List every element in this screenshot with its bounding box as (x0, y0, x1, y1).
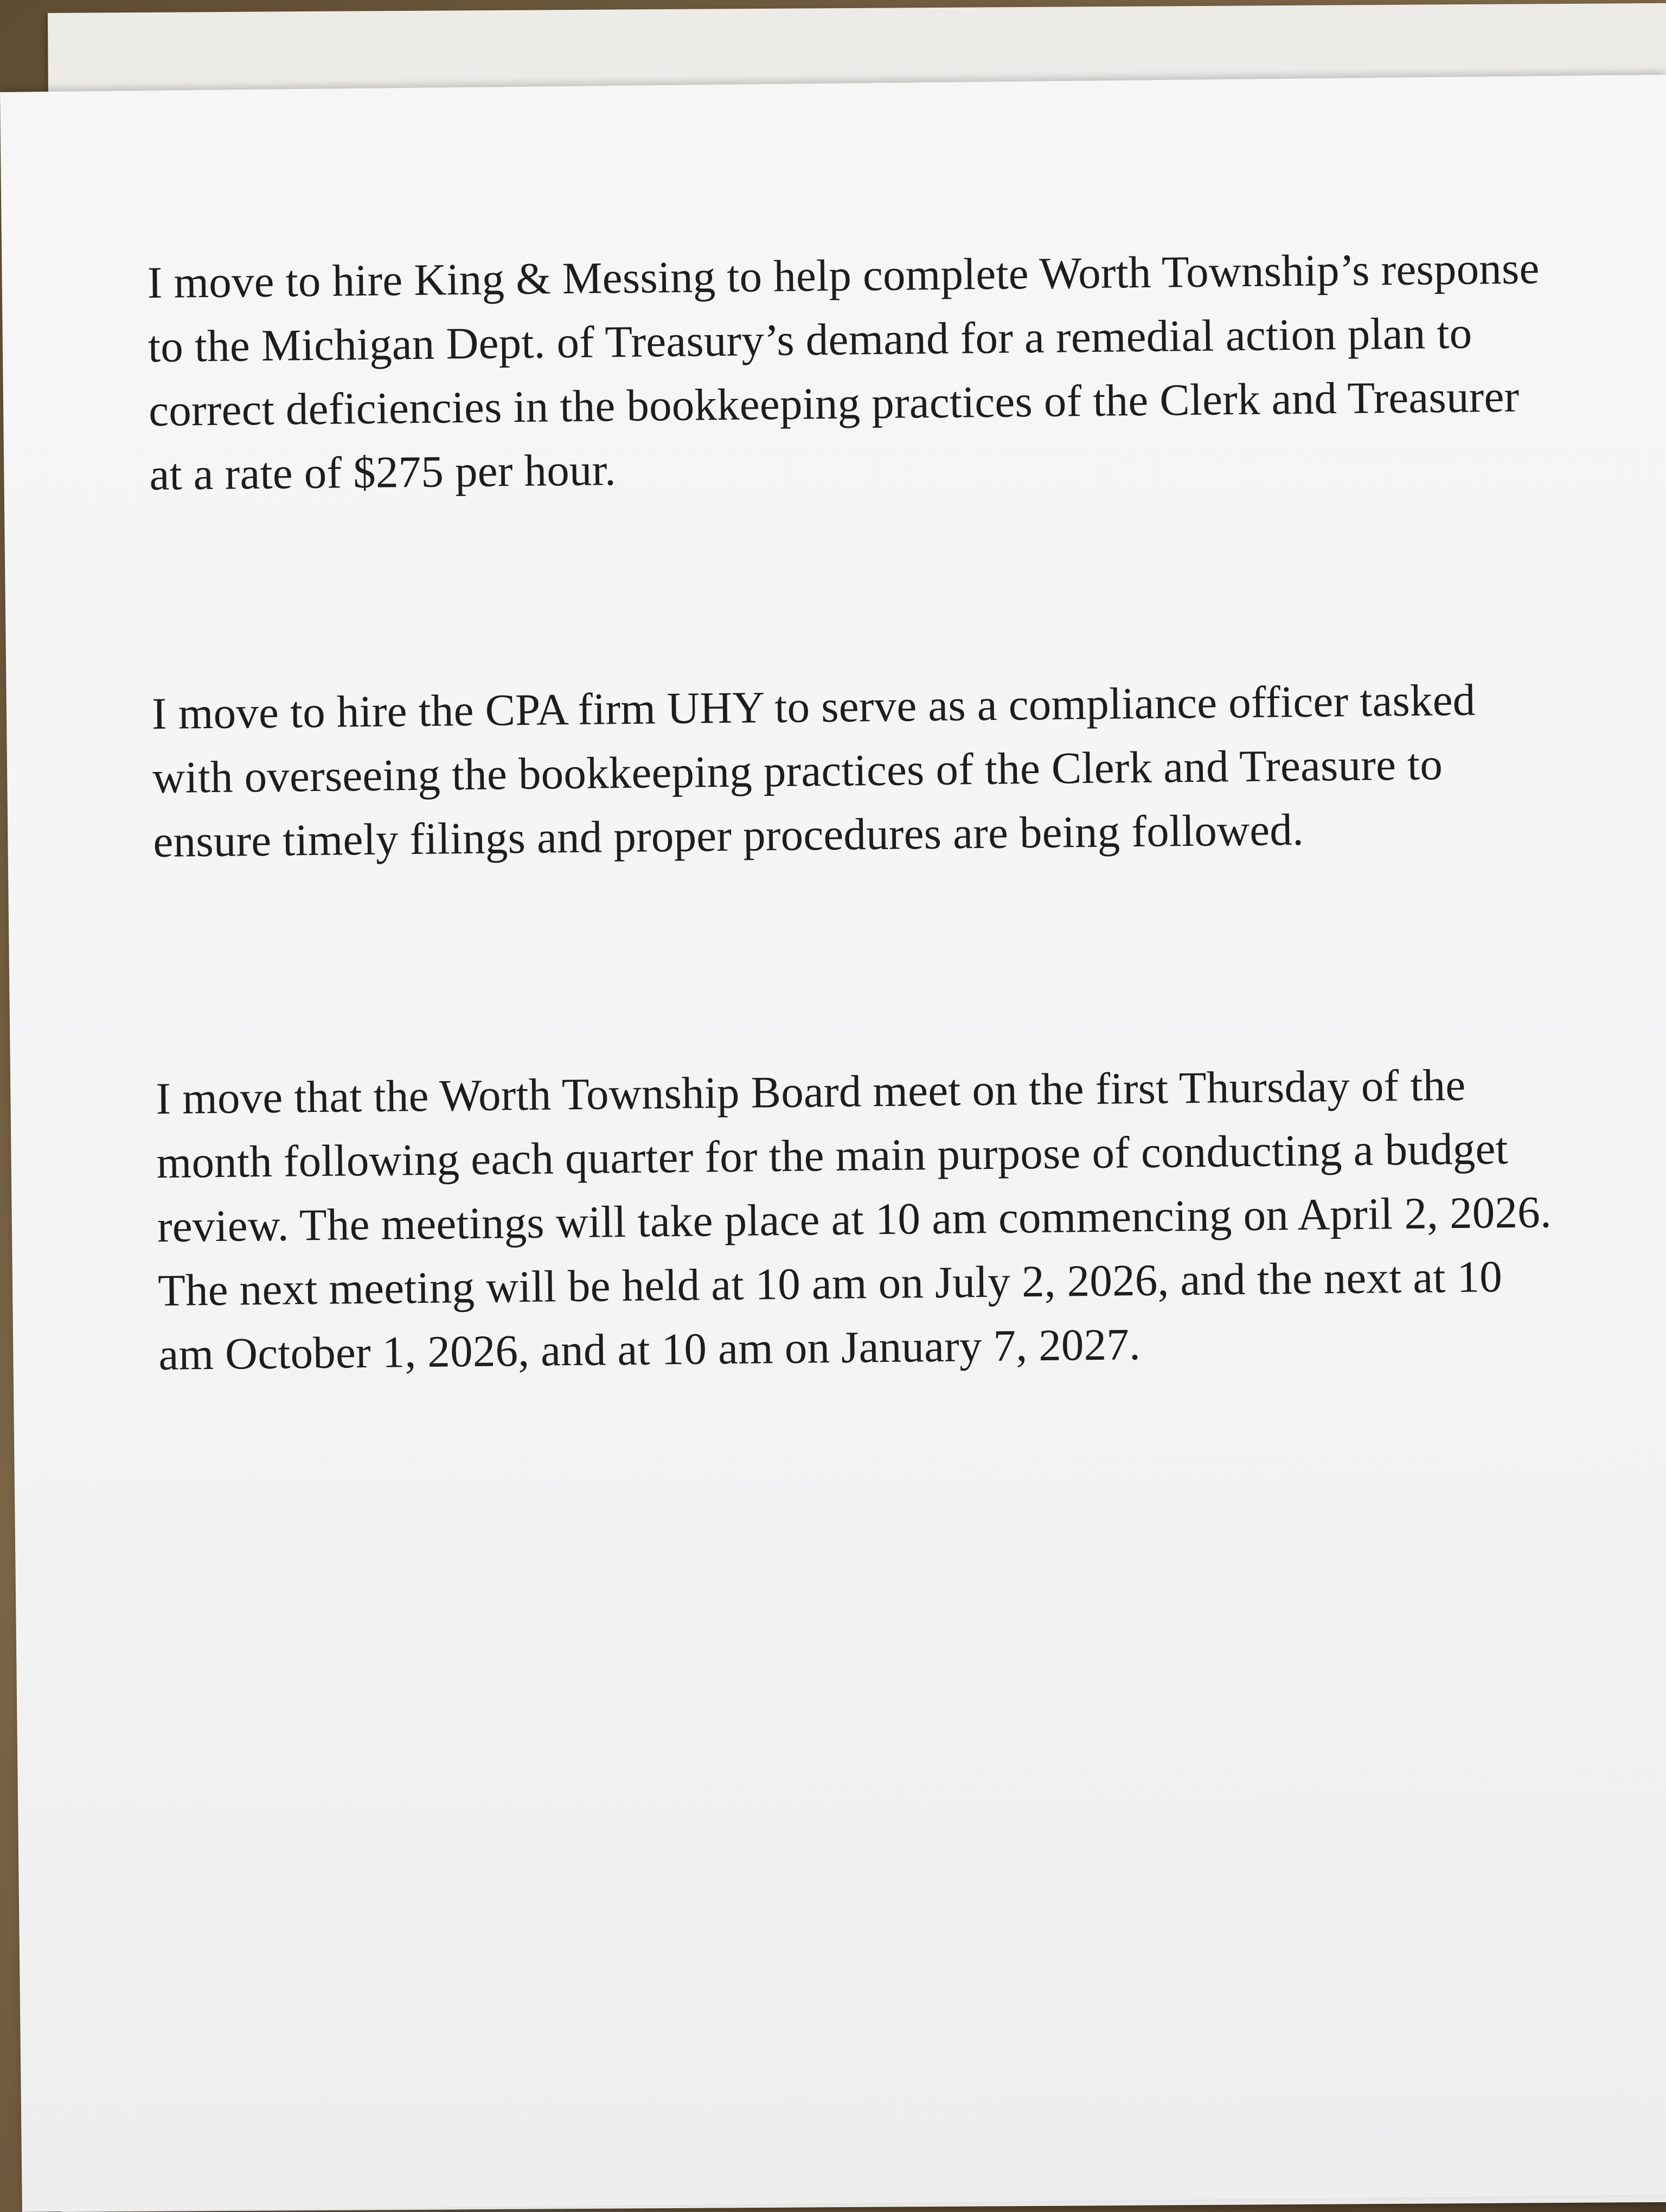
motion-quarterly-meetings: I move that the Worth Township Board meet on the first Thursday of the month following each quarter for the main purpose of conducting a budget review. The meetings will take place at 10 am commencing on April 2, 2026. The next meeting will be held at 10 am on July 2, 2026, and the next at 10 am October 1, 2026, and at 10 am on January 7, 2027. (155, 1059, 1552, 1380)
document-page (0, 75, 1666, 2212)
motion-king-messing: I move to hire King & Messing to help complete Worth Township’s response to the Michigan Dept. of Treasury’s demand for a remedial action plan to correct deficiencies in the bookkeeping practices of the Clerk and Treasurer at a rate of $275 per hour. (147, 243, 1540, 500)
motion-uhy-compliance: I move to hire the CPA firm UHY to serve as a compliance officer tasked with overseeing the bookkeeping practices of the Clerk and Treasure to ensure timely filings and proper procedures are being followed. (151, 674, 1476, 867)
